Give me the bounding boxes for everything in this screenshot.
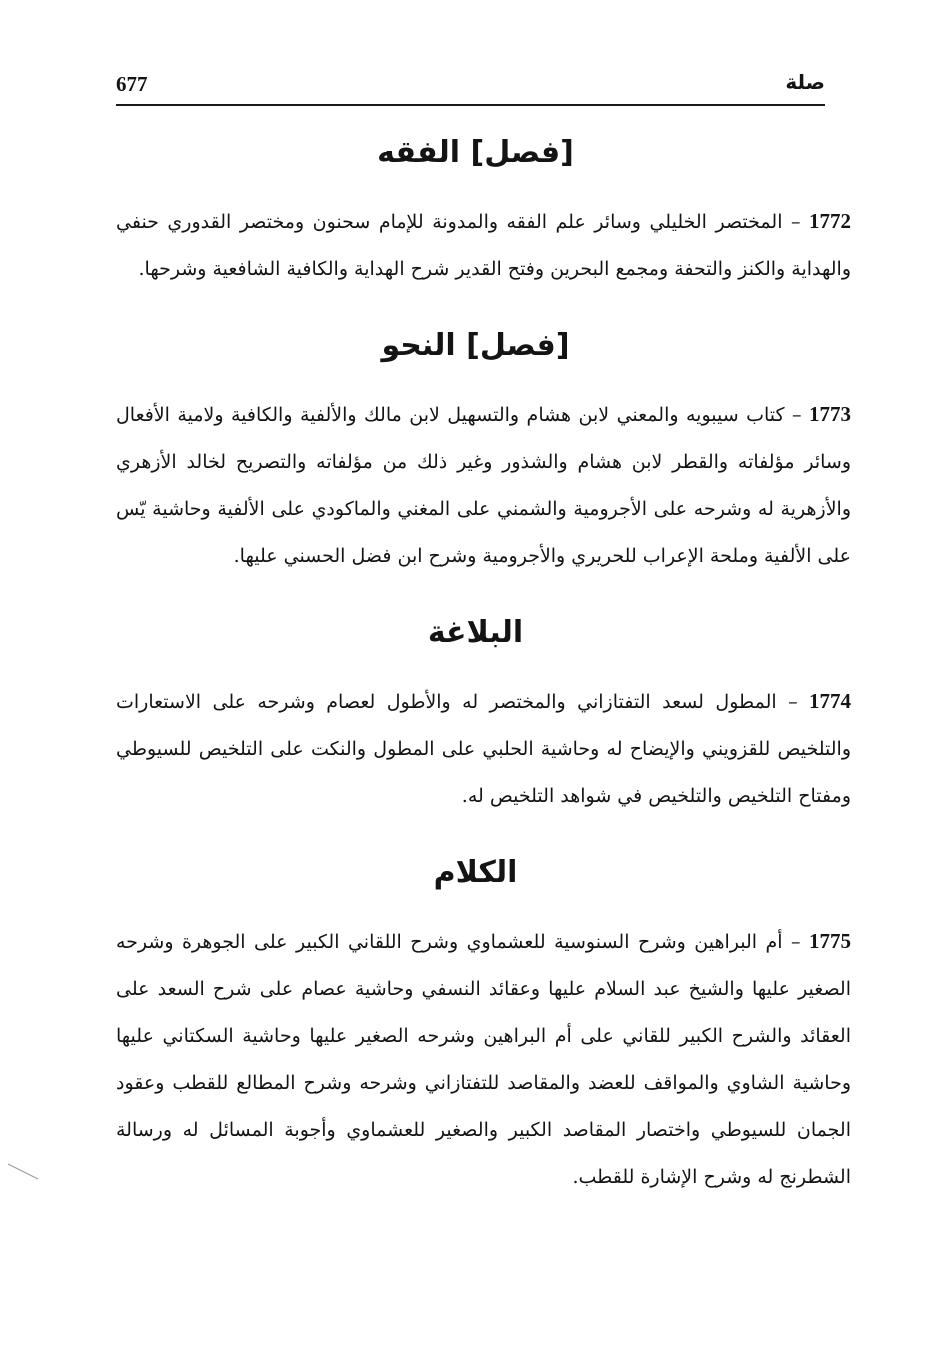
section-heading-nahw: [فصل] النحو — [381, 328, 570, 363]
entry-text: – أم البراهين وشرح السنوسية للعشماوي وشرح اللقاني الكبير على الجوهرة وشرحه الصغير عليها والشيخ عبد السلام عليها وعقائد النسفي وحاشية عصام على شرح السعد على العقائد والشرح الكبير للقاني على أم البراهين وشرحه الصغير عليها وحاشية السكتاني عليها وحاشية الشاوي والمواقف للعضد والمقاصد للتفتازاني وشرحه وشرح المطالع للقطب وعقود الجمان للسيوطي واختصار المقاصد الكبير والصغير للعشماوي وأجوبة المسائل له ورسالة الشطرنج له وشرح الإشارة للقطب. — [116, 931, 851, 1188]
entry-1774 — [116, 678, 851, 820]
running-head — [116, 72, 825, 106]
section-heading-kalam: الكلام — [433, 855, 518, 890]
entry-1772 — [116, 198, 851, 293]
page-number: 677 — [116, 72, 148, 96]
entry-1775 — [116, 918, 851, 1201]
page-body — [116, 122, 851, 1201]
header-rule — [116, 104, 825, 106]
entry-text: – المختصر الخليلي وسائر علم الفقه والمدونة للإمام سحنون ومختصر القدوري حنفي والهداية والكنز والتحفة ومجمع البحرين وفتح القدير شرح الهداية والكافية الشافعية وشرحها. — [116, 211, 851, 280]
entry-number: 1775 — [809, 929, 851, 953]
running-title: صلة — [785, 70, 825, 94]
scan-mark — [6, 1160, 40, 1182]
entry-1773 — [116, 391, 851, 580]
section-heading-balagha: البلاغة — [427, 615, 524, 650]
entry-number: 1774 — [809, 689, 851, 713]
section-heading-fiqh: [فصل] الفقه — [377, 135, 574, 170]
entry-text: – كتاب سيبويه والمعني لابن هشام والتسهيل لابن مالك والألفية والكافية ولامية الأفعال وسائر مؤلفاته والقطر لابن هشام والشذور وغير ذلك من مؤلفاته والتصريح لخالد الأزهري والأزهرية له وشرحه على الأجرومية والشمني على المغني والماكودي على الألفية وحاشية يّس على الألفية وملحة الإعراب للحريري والأجرومية وشرح ابن فضل الحسني عليها. — [116, 404, 851, 567]
entry-text: – المطول لسعد التفتازاني والمختصر له والأطول لعصام وشرحه على الاستعارات والتلخيص للقزويني والإيضاح له وحاشية الحلبي على المطول والنكت على التلخيص للسيوطي ومفتاح التلخيص والتلخيص في شواهد التلخيص له. — [116, 691, 851, 807]
entry-number: 1772 — [809, 209, 851, 233]
entry-number: 1773 — [809, 402, 852, 426]
